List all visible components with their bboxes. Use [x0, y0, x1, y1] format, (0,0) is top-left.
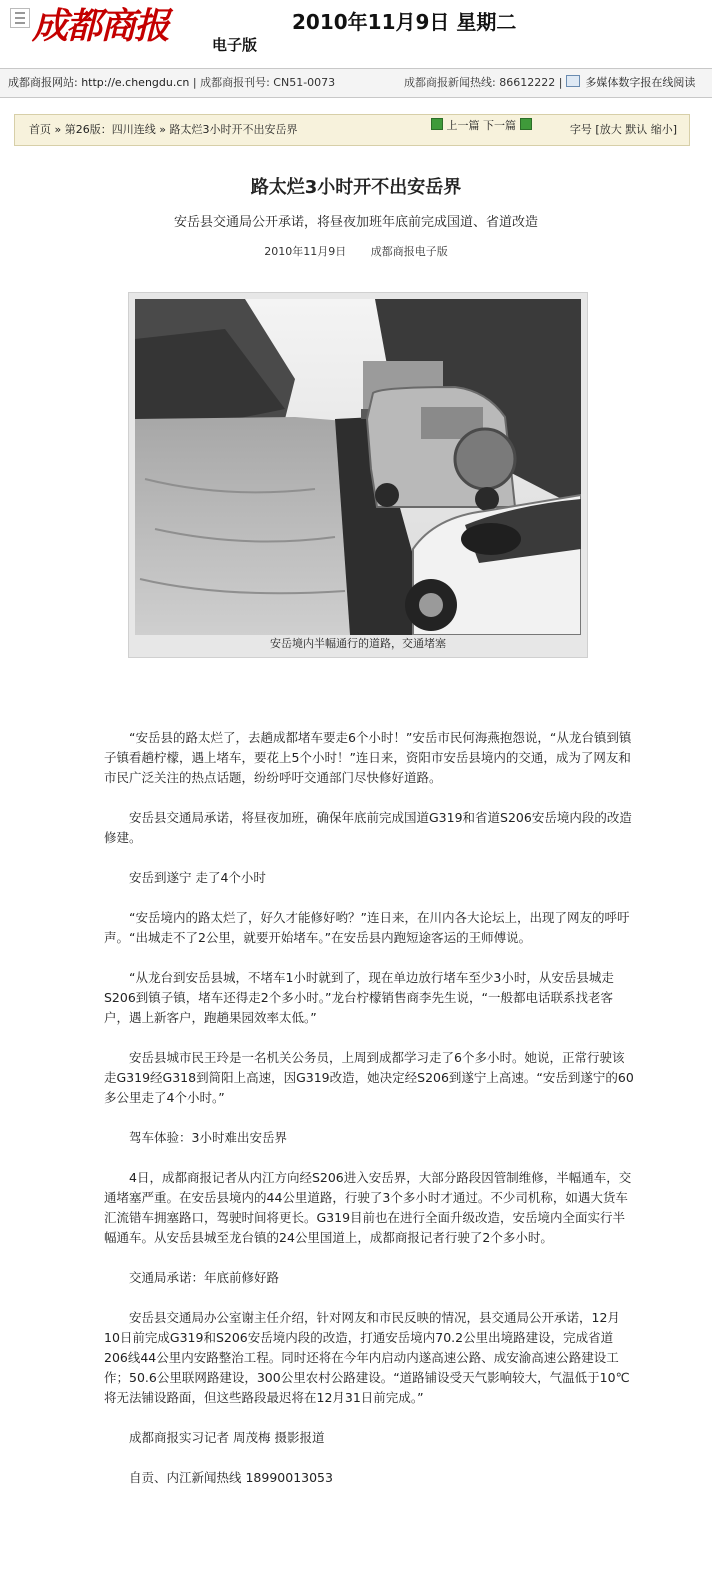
- article-source: 成都商报电子版: [370, 245, 448, 258]
- paragraph: 安岳县交通局承诺，将昼夜加班，确保年底前完成国道G319和省道S206安岳境内段的改造修建。: [104, 810, 632, 845]
- breadcrumb-home[interactable]: 首页: [29, 123, 51, 136]
- arrow-down-icon[interactable]: [520, 118, 532, 130]
- photo-caption: 安岳境内半幅通行的道路，交通堵塞: [270, 637, 446, 650]
- edition-label: 电子版: [212, 36, 258, 54]
- breadcrumb-separator: »: [54, 123, 62, 136]
- paragraph: 安岳县交通局办公室谢主任介绍，针对网友和市民反映的情况，县交通局公开承诺，12月10日前完成G319和S206安岳境内段的改造，打通安岳境内70.2公里出境路建设，完成省道206线44公里内安路整治工程。同时还将在今年内启动内遂高速公路、成安渝高速公路建设工作；50.6公里联网路建设，300公里农村公路建设。“道路铺设受天气影响较大，气温低于10℃将无法铺设路面，但这些路段最迟将在12月31日前完成。”: [104, 1310, 630, 1405]
- section-heading: 安岳到遂宁 走了4个小时: [129, 870, 266, 885]
- divider: |: [558, 76, 566, 89]
- font-bigger-button[interactable]: [放大: [595, 123, 622, 136]
- issue-date: 2010年11月9日 星期二: [292, 10, 517, 34]
- divider: |: [192, 76, 201, 89]
- paragraph: 安岳县城市民王玲是一名机关公务员，上周到成都学习走了6个多小时。她说，正常行驶该走G319经G318到简阳上高速，因G319改造，她决定经S206到遂宁上高速。“安岳到遂宁的60多公里走了4个小时。”: [104, 1050, 634, 1105]
- font-size-controls: [570, 115, 677, 145]
- paragraph: “安岳县的路太烂了，去趟成都堵车要走6个小时！”安岳市民何海燕抱怨说，“从龙台镇到镇子镇看趟柠檬，遇上堵车，要花上5个小时！”连日来，资阳市安岳县境内的交通，成为了网友和市民广泛关注的热点话题，纷纷呼吁交通部门尽快修好道路。: [104, 730, 632, 785]
- paragraph: “从龙台到安岳县城，不堵车1小时就到了，现在单边放行堵车至少3小时，从安岳县城走S206到镇子镇，堵车还得走2个多小时。”龙台柠檬销售商李先生说，“一般都电话联系找老客户，遇上新客户，跑趟果园效率太低。”: [104, 970, 614, 1025]
- dateline-spacer: [350, 245, 367, 258]
- news-hotline: 自贡、内江新闻热线 18990013053: [129, 1470, 333, 1485]
- breadcrumb-page[interactable]: 第26版：四川连线: [64, 123, 156, 136]
- masthead: [0, 0, 712, 60]
- paragraph: “安岳境内的路太烂了，好久才能修好哟？”连日来，在川内各大论坛上，出现了网友的呼吁声。“出城走不了2公里，就要开始堵车。”在安岳县内跑短途客运的王师傅说。: [104, 910, 630, 945]
- issn-label: 成都商报刊号: CN51-0073: [200, 76, 336, 89]
- article-subtitle: 安岳县交通局公开承诺，将昼夜加班年底前完成国道、省道改造: [173, 215, 538, 230]
- photo-frame: [128, 292, 588, 658]
- paragraph: 4日，成都商报记者从内江方向经S206进入安岳界，大部分路段因管制维修，半幅通车，交通堵塞严重。在安岳县境内的44公里道路，行驶了3个多小时才通过。不少司机称，如遇大货车汇流错车拥塞路口，驾驶时间将更长。G319目前也在进行全面升级改造，安岳境内全面实行半幅通车。从安岳县城至龙台镇的24公里国道上，成都商报记者行驶了2个多小时。: [104, 1170, 632, 1245]
- article-pager: [431, 111, 532, 141]
- section-heading: 驾车体验：3小时难出安岳界: [129, 1130, 287, 1145]
- road-traffic-photo: [135, 299, 581, 635]
- multimedia-icon[interactable]: [566, 75, 580, 87]
- prev-article-link[interactable]: 上一篇: [446, 119, 480, 132]
- article-title: 路太烂3小时开不出安岳界: [250, 177, 462, 198]
- breadcrumb-current[interactable]: 路太烂3小时开不出安岳界: [169, 123, 298, 136]
- article-body: [104, 728, 634, 1508]
- site-info: [8, 69, 335, 97]
- font-size-label: 字号: [569, 123, 592, 136]
- breadcrumb-separator: »: [159, 123, 166, 136]
- font-default-button[interactable]: 默认: [625, 123, 648, 136]
- font-smaller-button[interactable]: 缩小]: [650, 123, 677, 136]
- article-dateline: [0, 244, 712, 260]
- multimedia-link[interactable]: 多媒体数字报在线阅读: [585, 76, 696, 89]
- byline: 成都商报实习记者 周茂梅 摄影报道: [129, 1430, 325, 1445]
- seal-icon: [10, 8, 30, 28]
- section-heading: 交通局承诺：年底前修好路: [129, 1270, 280, 1285]
- info-bar: [0, 68, 712, 98]
- article-date: 2010年11月9日: [264, 245, 347, 258]
- hotline-label: 成都商报新闻热线: 86612222: [404, 76, 556, 89]
- contact-info: [404, 69, 695, 97]
- breadcrumb: [29, 115, 297, 145]
- article: [0, 172, 712, 1485]
- site-link[interactable]: 成都商报网站: http://e.chengdu.cn: [8, 76, 190, 89]
- arrow-up-icon[interactable]: [431, 118, 443, 130]
- newspaper-logo[interactable]: 成都商报: [32, 5, 169, 47]
- next-article-link[interactable]: 下一篇: [483, 119, 516, 132]
- breadcrumb-bar: [14, 114, 690, 146]
